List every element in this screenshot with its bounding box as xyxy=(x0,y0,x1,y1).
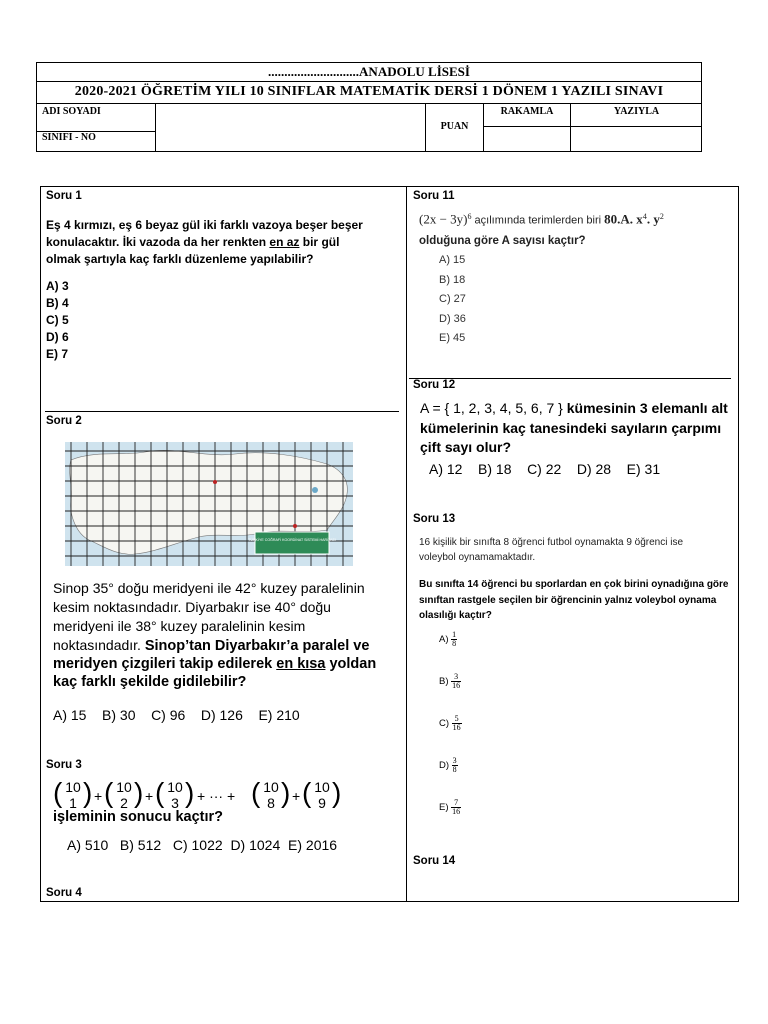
q3-plus-1: + xyxy=(94,788,103,804)
score-words-label: YAZIYLA xyxy=(613,106,660,117)
svg-text:): ) xyxy=(134,778,144,808)
q3-plus-2: + xyxy=(145,788,154,804)
q11-option-e[interactable]: E) 45 xyxy=(439,332,466,344)
q3-expression xyxy=(53,778,393,812)
q3-option-a[interactable]: A) 510 xyxy=(67,837,109,853)
q3-term5-n: 10 xyxy=(314,779,330,795)
q3-option-c[interactable]: C) 1022 xyxy=(172,837,223,853)
q3-term1-n: 10 xyxy=(65,779,81,795)
q12-option-e[interactable]: E) 31 xyxy=(626,461,661,477)
questions-grid xyxy=(40,186,739,902)
q2-option-b[interactable]: B) 30 xyxy=(102,707,136,723)
q3-question: işleminin sonucu kaçtır? xyxy=(53,809,224,825)
svg-text:): ) xyxy=(83,778,93,808)
q13-option-e-fraction: $\frac{7}{16}$ xyxy=(452,798,461,816)
q13-label: Soru 13 xyxy=(413,513,456,525)
q13-option-d[interactable]: D) $\frac{3}{8}$ xyxy=(439,756,457,774)
map-caption: TÜRKİYE COĞRAFİ KOORDİNAT SİSTEMİ HARİTASI xyxy=(248,538,336,542)
svg-text:(: ( xyxy=(53,778,63,808)
q12-option-a[interactable]: A) 12 xyxy=(429,461,463,477)
q12-option-d[interactable]: D) 28 xyxy=(576,461,612,477)
q13-option-c-fraction: $\frac{5}{16}$ xyxy=(452,714,461,732)
q3-term2-n: 10 xyxy=(116,779,132,795)
q12-option-c[interactable]: C) 22 xyxy=(527,461,562,477)
turkey-map-graphic xyxy=(65,442,353,566)
turkey-coordinate-map xyxy=(65,442,353,566)
svg-text:(: ( xyxy=(251,778,261,808)
q2-option-e[interactable]: E) 210 xyxy=(258,707,300,723)
svg-text:(: ( xyxy=(155,778,165,808)
q2-label: Soru 2 xyxy=(46,415,82,427)
q3-term4-n: 10 xyxy=(263,779,279,795)
exam-title: 2020-2021 ÖĞRETİM YILI 10 SINIFLAR MATEMATİK DERSİ 1 DÖNEM 1 YAZILI SINAVI xyxy=(37,81,701,104)
q12-options xyxy=(429,461,739,477)
svg-text:): ) xyxy=(281,778,291,808)
svg-text:(: ( xyxy=(104,778,114,808)
name-field[interactable] xyxy=(156,104,424,151)
q2-option-c[interactable]: C) 96 xyxy=(151,707,186,723)
q11-options xyxy=(439,251,466,349)
q1-option-e[interactable]: E) 7 xyxy=(46,347,69,361)
q13-option-a-fraction: $\frac{1}{8}$ xyxy=(452,630,457,648)
q3-term5-k: 9 xyxy=(318,795,326,811)
q11-label: Soru 11 xyxy=(413,190,455,202)
q3-term3-n: 10 xyxy=(167,779,183,795)
q3-option-e[interactable]: E) 2016 xyxy=(288,837,338,853)
q3-options xyxy=(67,837,397,853)
q1-options xyxy=(46,278,69,363)
q3-option-b[interactable]: B) 512 xyxy=(119,837,162,853)
q3-option-d[interactable]: D) 1024 xyxy=(230,837,281,853)
q13-option-c[interactable]: C) $\frac{5}{16}$ xyxy=(439,714,461,732)
q2-question: Sinop 35° doğu meridyeni ile 42° kuzey paralelinin kesim noktasındadır. Diyarbakır ise 40° doğu meridyeni ile 38° kuzey paralelinin kesim noktasındadır. Sinop’tan Diyarbakır’a paralel ve meridyen çizgileri takip edilerek en kısa yoldan kaç farklı şekilde gidilebilir? xyxy=(53,580,377,690)
exam-header-table xyxy=(36,62,702,152)
q14-label: Soru 14 xyxy=(413,855,456,867)
svg-text:): ) xyxy=(185,778,195,808)
q2-option-a[interactable]: A) 15 xyxy=(53,707,87,723)
q12-label: Soru 12 xyxy=(413,379,456,391)
q1-option-b[interactable]: B) 4 xyxy=(46,296,69,310)
score-digits-field[interactable] xyxy=(484,127,570,151)
score-label: PUAN xyxy=(440,121,469,132)
q1-question: Eş 4 kırmızı, eş 6 beyaz gül iki farklı vazoya beşer beşer konulacaktır. İki vazoda da her renkten en az bir gül olmak şartıyla kaç farklı düzenleme yapılabilir? xyxy=(46,218,363,266)
q2-option-d[interactable]: D) 126 xyxy=(200,707,243,723)
q3-ellipsis: + ··· + xyxy=(197,788,236,804)
binomial-sum xyxy=(53,778,353,812)
q12-question: A = { 1, 2, 3, 4, 5, 6, 7 } kümesinin 3 elemanlı alt kümelerinin kaç tanesindeki sayıların çarpımı çift sayı olur? xyxy=(420,400,728,455)
q13-option-a[interactable]: A) $\frac{1}{8}$ xyxy=(439,630,457,648)
name-label: ADI SOYADI xyxy=(42,106,101,117)
q1-option-c[interactable]: C) 5 xyxy=(46,313,69,327)
q2-options xyxy=(53,707,393,723)
q4-label: Soru 4 xyxy=(46,887,82,899)
q3-term3-k: 3 xyxy=(171,795,179,811)
q11-option-d[interactable]: D) 36 xyxy=(439,312,466,325)
svg-text:): ) xyxy=(332,778,342,808)
q1-label: Soru 1 xyxy=(46,190,82,202)
q1-option-d[interactable]: D) 6 xyxy=(46,330,69,344)
q13-option-e[interactable]: E) $\frac{7}{16}$ xyxy=(439,798,461,816)
q3-plus-3: + xyxy=(292,788,301,804)
q12-option-b[interactable]: B) 18 xyxy=(478,461,512,477)
score-digits-label: RAKAMLA xyxy=(500,106,554,117)
q1-option-a[interactable]: A) 3 xyxy=(46,279,69,293)
q3-term1-k: 1 xyxy=(69,795,77,811)
q3-term4-k: 8 xyxy=(267,795,275,811)
q13-option-d-fraction: $\frac{3}{8}$ xyxy=(452,756,457,774)
q13-question: Bu sınıfta 14 öğrenci bu sporlardan en çok birini oynadığına göre sınıftan rastgele seçilen bir öğrencinin yalnız voleybol oynama olasılığı kaçtır? xyxy=(419,579,729,621)
q13-intro: 16 kişilik bir sınıfta 8 öğrenci futbol oynamakta 9 öğrenci ise voleybol oynamamaktadır. xyxy=(419,537,684,563)
class-label: SINIFI - NO xyxy=(42,132,96,143)
q3-label: Soru 3 xyxy=(46,759,82,771)
q3-term2-k: 2 xyxy=(120,795,128,811)
q13-option-b[interactable]: B) $\frac{3}{16}$ xyxy=(439,672,461,690)
q11-option-c[interactable]: C) 27 xyxy=(439,293,466,305)
school-name: ............................ANADOLU LİSESİ xyxy=(37,63,701,82)
q11-option-a[interactable]: A) 15 xyxy=(439,254,466,266)
q13-option-b-fraction: $\frac{3}{16}$ xyxy=(452,672,461,690)
q11-question: $(2x - 3y)^6$ açılımında terimlerden biri 80.A. $x^4$. $y^2$ olduğuna göre A sayısı kaçtır? xyxy=(419,211,664,247)
q11-option-b[interactable]: B) 18 xyxy=(439,273,466,286)
svg-text:(: ( xyxy=(302,778,312,808)
score-words-field[interactable] xyxy=(571,127,702,151)
